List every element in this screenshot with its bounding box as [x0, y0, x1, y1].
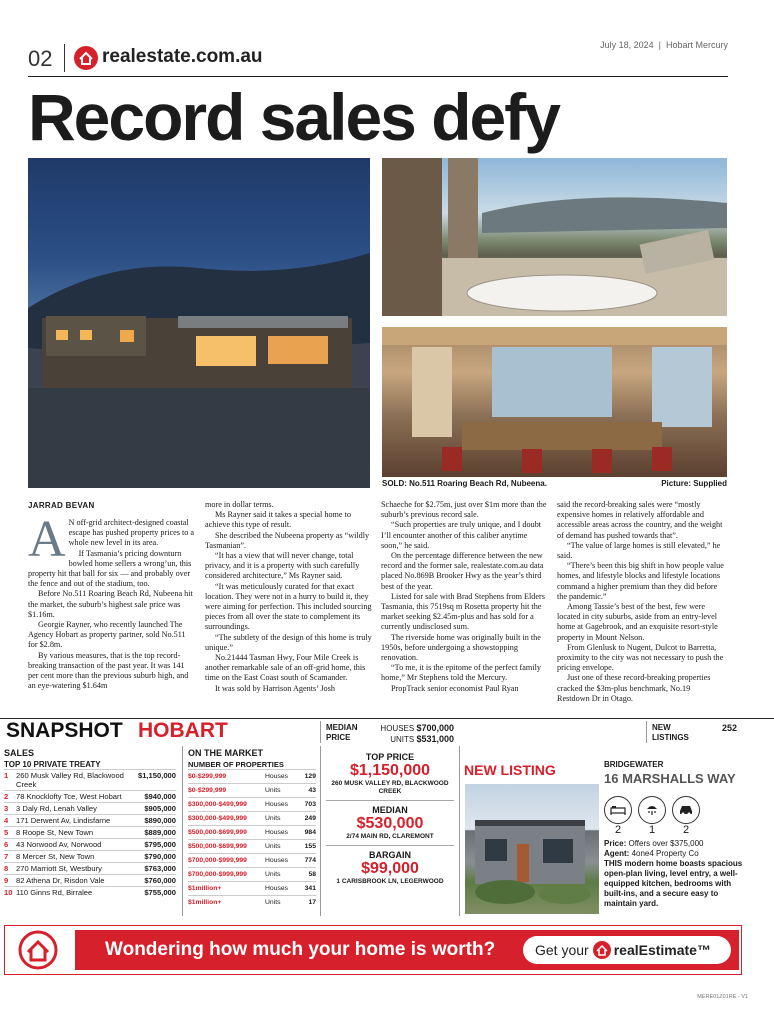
sales-subheading: TOP 10 PRIVATE TREATY: [4, 760, 101, 769]
realestate-house-icon: [593, 941, 611, 959]
dateline: July 18, 2024 | Hobart Mercury: [600, 40, 728, 50]
divider: [326, 845, 454, 846]
paragraph: By various measures, that is the top record-breaking transaction of the past year. It was 141 per cent more than the previous suburb high, and an eye-watering $1.64m: [28, 650, 189, 691]
market-subheading: NUMBER OF PROPERTIES: [188, 760, 284, 769]
table-row: $500,000-$699,999 Units 155: [188, 839, 316, 853]
page-header: [28, 40, 728, 76]
car-count: 2: [682, 824, 690, 836]
new-listings-count: 252: [722, 723, 738, 733]
table-row: 8 270 Marriott St, Westbury $763,000: [4, 864, 176, 873]
new-listings-label: NEW LISTINGS: [652, 723, 689, 742]
listing-price: Price: Offers over $375,000: [604, 839, 704, 848]
market-heading: ON THE MARKET: [188, 748, 263, 758]
cta-brand: realEstimate™: [613, 942, 711, 958]
table-row: 5 8 Roope St, New Town $889,000: [4, 828, 176, 837]
shower-icon: [638, 796, 666, 824]
paragraph: “There’s been this big shift in how people value homes, and lifestyle blocks and lifestyle locations command a higher premium than they did before the pandemic.”: [557, 561, 724, 601]
paragraph: “The value of large homes is still elevated,” he said.: [557, 540, 721, 561]
top-price-label: TOP PRICE: [365, 752, 415, 762]
median-address: 2/74 MAIN RD, CLAREMONT: [346, 833, 434, 840]
table-row: $500,000-$699,999 Houses 984: [188, 825, 316, 839]
brand-name: realestate.com.au: [102, 46, 263, 67]
paragraph: said the record-breaking sales were “mostly expensive homes in relatively affordable and accessible areas across the country, and the weight of demand has pushed towards that”.: [557, 500, 723, 540]
house-icon: [18, 930, 58, 970]
paragraph: From Glenlusk to Nugent, Dulcot to Barretta, proximity to the city was not necessary to push the pricing envelope.: [557, 642, 724, 673]
paragraph: “It was meticulously curated for that exact location. They were not in a hurry to build it, they were aiming for perfection. This included sourcing pieces from all over the state to complement its surroundings.: [205, 581, 372, 632]
article-column-2: [205, 500, 373, 694]
table-row: $700,000-$999,999 Houses 774: [188, 853, 316, 867]
paragraph: more in dollar terms.: [205, 500, 274, 509]
listing-agent: Agent: 4one4 Property Co: [604, 849, 699, 858]
caption-text: SOLD: No.511 Roaring Beach Rd, Nubeena.: [382, 479, 547, 488]
page-number: 02: [28, 46, 53, 71]
snapshot-city: HOBART: [138, 719, 228, 742]
bath-count: 1: [648, 824, 656, 836]
paragraph: She described the Nubeena property as “wildly Tasmanian”.: [205, 530, 370, 550]
divider: [320, 721, 321, 743]
bargain-address: 1 CARISBROOK LN, LEGERWOOD: [336, 878, 444, 885]
paragraph: The riverside home was originally built in the 1950s, before undergoing a showstopping renovation.: [381, 632, 541, 663]
table-row: 9 82 Athena Dr, Risdon Vale $760,000: [4, 876, 176, 885]
on-the-market-table: [188, 748, 316, 909]
banner-text: Wondering how much your home is worth?: [105, 939, 496, 960]
get-realestimate-button[interactable]: [523, 936, 731, 964]
sales-table: [4, 748, 176, 898]
banner-logo: [5, 926, 71, 974]
bed-icon: [604, 796, 632, 824]
header-rule: [28, 76, 728, 77]
divider: [646, 721, 647, 743]
drop-cap: A: [28, 511, 66, 568]
snapshot-bar: [0, 719, 774, 745]
snapshot-title: SNAPSHOT: [6, 719, 123, 742]
paragraph: “To me, it is the epitome of the perfect family home,” Mr Stephens told the Mercury.: [381, 663, 541, 683]
paragraph: Georgie Rayner, who recently launched The Agency Hobart as property partner, sold No.511 for $2.8m.: [28, 620, 186, 650]
paragraph: It was sold by Harrison Agents’ Josh: [215, 683, 335, 693]
table-row: 4 171 Derwent Av, Lindisfarne $890,000: [4, 816, 176, 825]
table-row: 2 78 Knocklofty Tce, West Hobart $940,000: [4, 792, 176, 801]
listing-suburb: BRIDGEWATER: [604, 760, 664, 769]
realestimate-banner[interactable]: [4, 925, 742, 975]
table-row: $0-$299,999 Units 43: [188, 783, 316, 797]
table-row: $1million+ Units 17: [188, 895, 316, 909]
cta-prefix: Get your: [535, 942, 589, 958]
paragraph: Listed for sale with Brad Stephens from Elders Tasmania, this 7519sq m Rosetta property hit the market seeking $2.45m-plus and has sold for a currently undisclosed sum.: [381, 591, 545, 632]
table-row: $0-$299,999 Houses 129: [188, 769, 316, 783]
median-price-values: HOUSES $700,000 UNITS $531,000: [380, 723, 454, 744]
dining-room-photo: [382, 327, 727, 477]
outdoor-bath-photo: [382, 158, 727, 316]
top-price-value: $1,150,000: [349, 762, 431, 779]
car-icon: [672, 796, 700, 824]
paragraph: “It has a view that will never change, total privacy, and it is a property with such carefully considered architecture,” Ms Rayner said.: [205, 551, 360, 581]
article-column-4: [557, 500, 725, 704]
headline: Record sales defy: [28, 80, 559, 154]
table-row: 3 3 Daly Rd, Lenah Valley $905,000: [4, 804, 176, 813]
paragraph: N off-grid architect-designed coastal escape has pushed property prices to a whole new level in its area.: [68, 518, 195, 548]
bargain-value: $99,000: [361, 860, 419, 877]
paragraph: No.21444 Tasman Hwy, Four Mile Creek is another remarkable sale of an off-grid home, this time on the East Coast south of Scamander.: [205, 653, 366, 683]
paragraph: Ms Rayner said it takes a special home to achieve this type of result.: [205, 510, 351, 530]
article-column-1: [28, 511, 196, 691]
article-column-3: [381, 500, 549, 694]
listing-house-photo: [465, 784, 599, 914]
table-row: 7 8 Mercer St, New Town $790,000: [4, 852, 176, 861]
top-price-address: 260 MUSK VALLEY RD, BLACKWOOD CREEK: [331, 780, 449, 795]
median-price-label: MEDIAN PRICE: [326, 723, 358, 742]
median-value: $530,000: [356, 815, 424, 832]
paragraph: “The subtlety of the design of this home is truly unique.”: [205, 632, 372, 652]
table-row: $300,000-$499,999 Houses 703: [188, 797, 316, 811]
listing-feature-counts: [604, 824, 744, 836]
listing-details: [604, 760, 744, 909]
page-footer-code: MERE01Z01RE - V1: [697, 994, 748, 1000]
paragraph: On the percentage difference between the new record and the former sale, realestate.com.au data placed No.869B Brooker Hwy as the year’s third best of the year.: [381, 551, 544, 591]
table-row: $700,000-$999,999 Units 58: [188, 867, 316, 881]
photo-caption: [382, 479, 727, 489]
paragraph: “Such properties are truly unique, and I doubt I’ll encounter another of this caliber anytime soon,” he said.: [381, 520, 542, 550]
sales-heading: SALES: [4, 748, 35, 758]
table-row: 10 110 Ginns Rd, Birralee $755,000: [4, 888, 176, 897]
divider: [326, 800, 454, 801]
banner-body: [75, 930, 739, 970]
new-listing-label: NEW LISTING: [464, 762, 556, 778]
header-divider: [64, 44, 65, 72]
paragraph: PropTrack senior economist Paul Ryan: [391, 683, 519, 693]
bargain-label: BARGAIN: [369, 850, 411, 860]
divider: [320, 746, 321, 916]
table-row: 1 260 Musk Valley Rd, Blackwood Creek $1,150,000: [4, 771, 176, 789]
paragraph: Schaeche for $2.75m, just over $1m more than the suburb’s previous record sale.: [381, 500, 547, 520]
table-row: 6 43 Norwood Av, Norwood $795,000: [4, 840, 176, 849]
table-row: $300,000-$499,999 Units 249: [188, 811, 316, 825]
house-at-dusk-photo: [28, 158, 370, 488]
listing-street: 16 MARSHALLS WAY: [604, 771, 736, 786]
caption-credit: Picture: Supplied: [661, 479, 727, 488]
divider: [182, 746, 183, 916]
byline: JARRAD BEVAN: [28, 501, 95, 510]
table-row: $1million+ Houses 341: [188, 881, 316, 895]
listing-description: THIS modern home boasts spacious open-plan living, level entry, a well-equipped kitchen, bedrooms with built-ins, and a secure easy to maintain yard.: [604, 859, 743, 908]
paragraph: If Tasmania’s pricing downturn bowled home sellers a wrong’un, this property hit that ball for six — and probably over the fence and out of the stadium, too.: [28, 548, 192, 589]
paragraph: Among Tassie’s best of the best, few were located in city suburbs, aside from an entry-level home at Gagebrook, and an exquisite resort-style property in Mount Nelson.: [557, 602, 718, 642]
median-label: MEDIAN: [372, 805, 408, 815]
paragraph: Before No.511 Roaring Beach Rd, Nubeena hit the market, the suburb’s highest sale price was $1.16m.: [28, 589, 193, 619]
price-highlights: [326, 748, 454, 886]
realestate-house-icon: [74, 46, 98, 70]
divider: [459, 746, 460, 916]
paragraph: Just one of these record-breaking properties cracked the $3m-plus benchmark, No.19 Restdown Dr in Otago.: [557, 673, 711, 703]
listing-features: [604, 796, 744, 824]
bed-count: 2: [614, 824, 622, 836]
sales-rows: [4, 769, 176, 898]
